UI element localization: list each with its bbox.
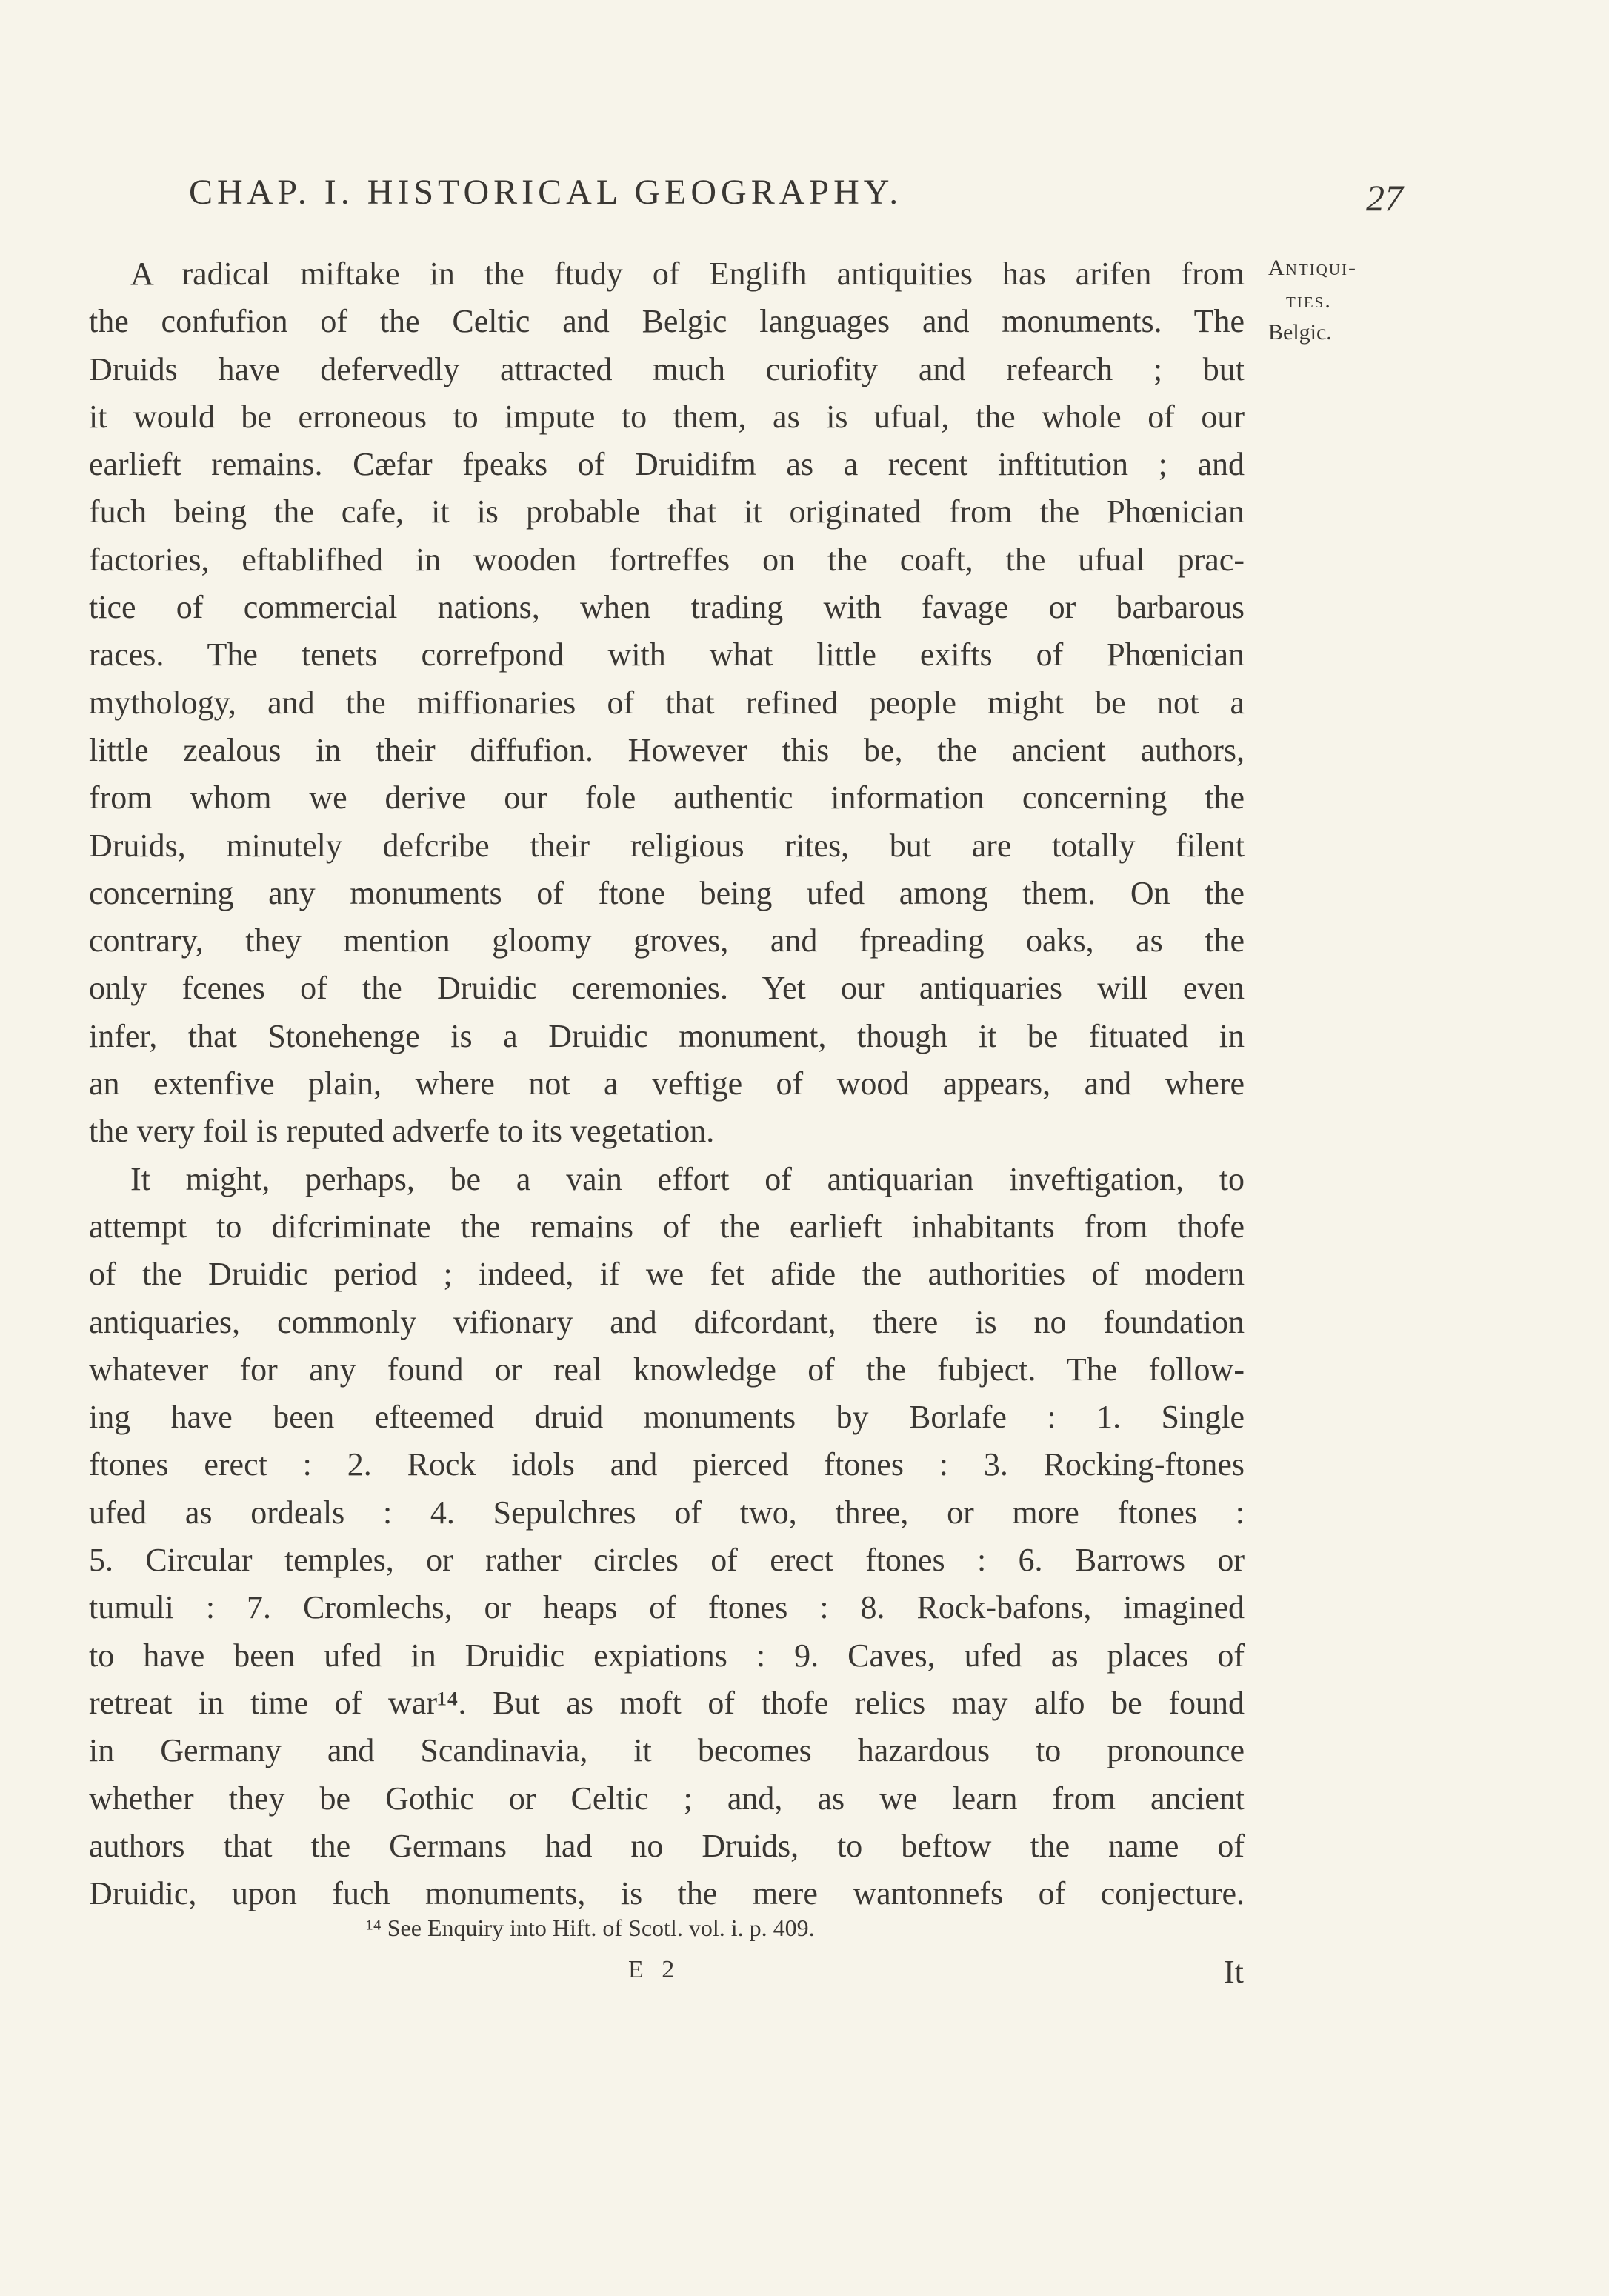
page-number: 27 [1366, 177, 1403, 219]
text-line: ftones erect : 2. Rock idols and pierced ftones : 3. Rocking-ftones [89, 1446, 1245, 1483]
text-line: infer, that Stonehenge is a Druidic monument, though it be fituated in [89, 1017, 1245, 1054]
text-line: from whom we derive our fole authentic information concerning the [89, 779, 1245, 816]
text-line: it would be erroneous to impute to them, as is ufual, the whole of our [89, 398, 1245, 435]
text-line: of the Druidic period ; indeed, if we fet afide the authorities of modern [89, 1256, 1245, 1293]
text-line: whatever for any found or real knowledge of the fubject. The follow- [89, 1351, 1245, 1388]
text-line: ing have been efteemed druid monuments by Borlafe : 1. Single [89, 1399, 1245, 1436]
text-line: the confufion of the Celtic and Belgic languages and monuments. The [89, 303, 1245, 340]
text-line: mythology, and the miffionaries of that refined people might be not a [89, 684, 1245, 721]
text-line: retreat in time of war¹⁴. But as moft of thofe relics may alfo be found [89, 1684, 1245, 1721]
catchword: It [1224, 1954, 1244, 1990]
text-line: ufed as ordeals : 4. Sepulchres of two, three, or more ftones : [89, 1494, 1245, 1531]
text-line: the very foil is reputed adverfe to its vegetation. [89, 1113, 715, 1150]
text-line: contrary, they mention gloomy groves, and fpreading oaks, as the [89, 922, 1245, 959]
text-line: authors that the Germans had no Druids, to beftow the name of [89, 1827, 1245, 1864]
text-line: earlieft remains. Cæfar fpeaks of Druidifm as a recent inftitution ; and [89, 446, 1245, 483]
marginal-note [1268, 252, 1416, 349]
signature-mark: E 2 [628, 1956, 681, 1983]
text-line: little zealous in their diffufion. However this be, the ancient authors, [89, 731, 1245, 768]
marginal-note-line: ties. [1286, 287, 1332, 313]
text-line: in Germany and Scandinavia, it becomes hazardous to pronounce [89, 1732, 1245, 1769]
body-text [89, 250, 1245, 1917]
text-line: antiquaries, commonly vifionary and difcordant, there is no foundation [89, 1303, 1245, 1340]
text-line: A radical miftake in the ftudy of Englifh antiquities has arifen from [130, 256, 1245, 292]
running-head: CHAP. I. HISTORICAL GEOGRAPHY. [189, 173, 903, 212]
footnote: ¹⁴ See Enquiry into Hift. of Scotl. vol. i. p. 409. [366, 1914, 815, 1941]
text-line: factories, eftablifhed in wooden fortreffes on the coaft, the ufual prac- [89, 541, 1245, 578]
text-line: Druidic, upon fuch monuments, is the mere wantonnefs of conjecture. [89, 1875, 1245, 1912]
text-line: Druids have defervedly attracted much curiofity and refearch ; but [89, 350, 1245, 387]
marginal-note-line: Belgic. [1268, 320, 1332, 345]
text-line: only fcenes of the Druidic ceremonies. Yet our antiquaries will even [89, 970, 1245, 1007]
text-line: concerning any monuments of ftone being ufed among them. On the [89, 874, 1245, 911]
text-line: an extenfive plain, where not a veftige of wood appears, and where [89, 1065, 1245, 1102]
marginal-note-line: Antiqui- [1268, 256, 1357, 280]
text-line: Druids, minutely defcribe their religious rites, but are totally filent [89, 827, 1245, 864]
text-line: 5. Circular temples, or rather circles of erect ftones : 6. Barrows or [89, 1542, 1245, 1579]
text-line: tumuli : 7. Cromlechs, or heaps of ftones : 8. Rock-bafons, imagined [89, 1589, 1245, 1626]
text-line: whether they be Gothic or Celtic ; and, as we learn from ancient [89, 1780, 1245, 1817]
text-line: attempt to difcriminate the remains of the earlieft inhabitants from thofe [89, 1208, 1245, 1245]
text-line: races. The tenets correfpond with what little exifts of Phœnician [89, 636, 1245, 673]
text-line: to have been ufed in Druidic expiations : 9. Caves, ufed as places of [89, 1637, 1245, 1674]
text-line: It might, perhaps, be a vain effort of antiquarian inveftigation, to [130, 1160, 1245, 1197]
text-line: tice of commercial nations, when trading with favage or barbarous [89, 589, 1245, 626]
text-line: fuch being the cafe, it is probable that it originated from the Phœnician [89, 493, 1245, 530]
